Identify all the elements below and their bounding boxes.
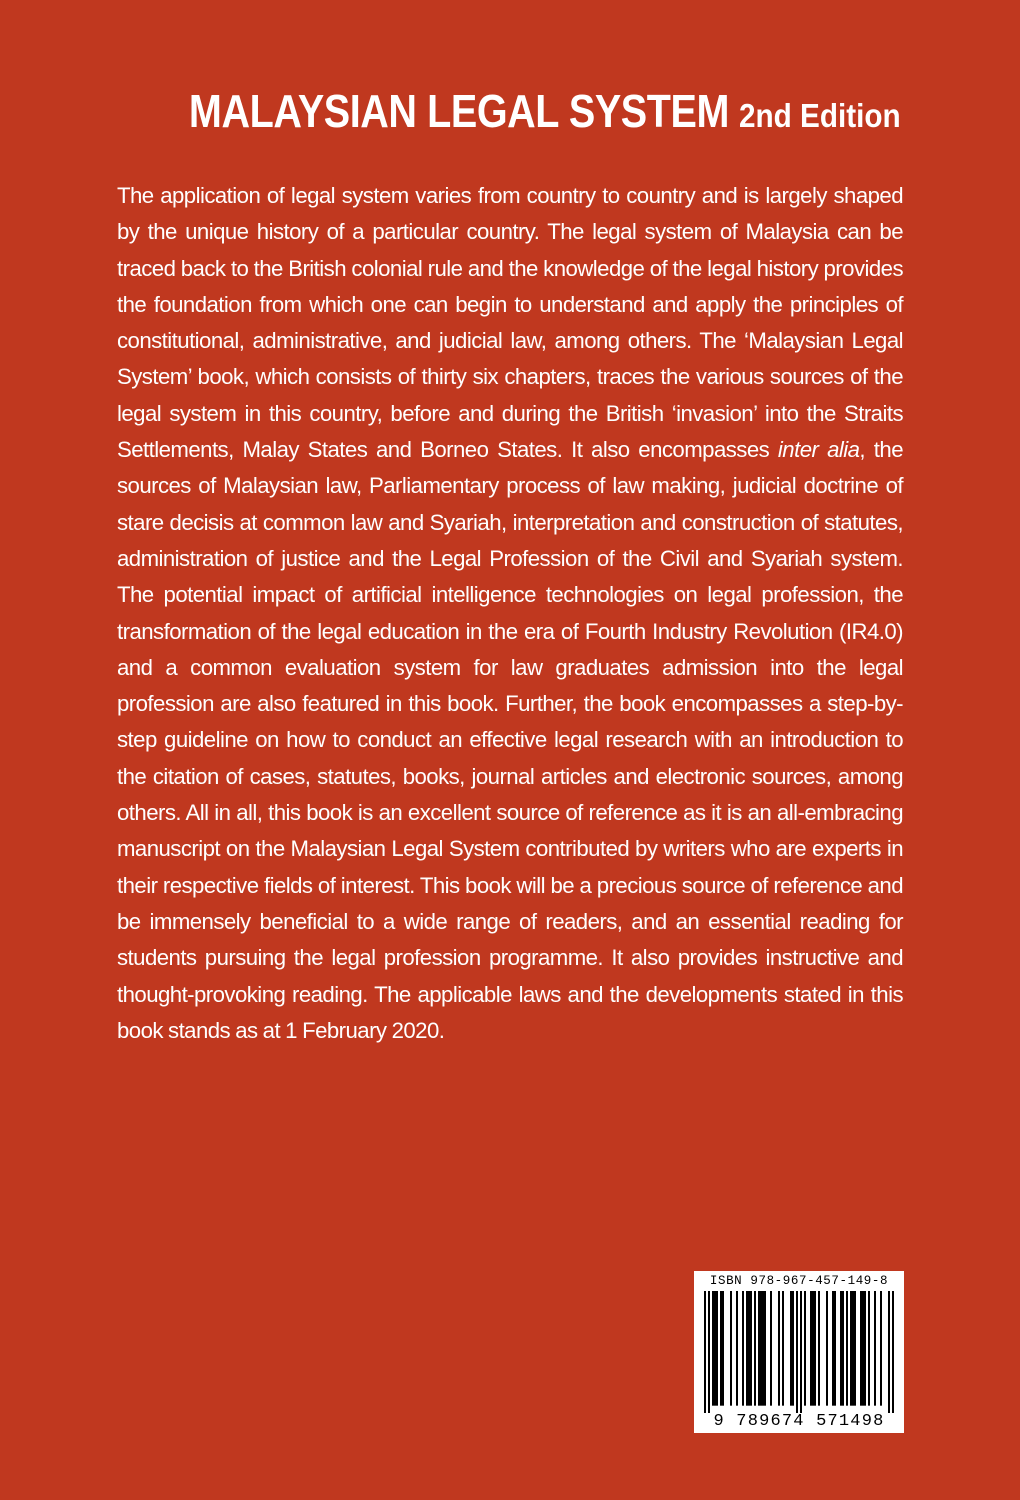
barcode-bar	[860, 1291, 862, 1406]
barcode-bar	[864, 1291, 866, 1406]
barcode-bar	[720, 1291, 722, 1406]
book-title: MALAYSIAN LEGAL SYSTEM	[188, 85, 729, 137]
barcode-bar	[742, 1291, 744, 1406]
barcode-bar	[760, 1291, 762, 1406]
barcode-bar	[800, 1291, 802, 1413]
barcode-bar	[708, 1291, 710, 1413]
barcode-bar	[832, 1291, 834, 1406]
description-part-1: The application of legal system varies from country to country and is largely shaped by the unique history of a particular country. The legal system of Malaysia can be traced back to the British colonial rule and the knowledge of the legal history provides the foundation from which one can begin to understand and apply the principles of constitutional, administrative, and judicial law, among others. The ‘Malaysian Legal System’ book, which consists of thirty six chapters, traces the various sources of the legal system in this country, before and during the British ‘invasion’ into the Straits Settlements, Malay States and Borneo States. It also encompasses	[117, 183, 903, 463]
barcode-bar	[880, 1291, 882, 1406]
barcode-bar	[812, 1291, 814, 1406]
barcode-bar	[762, 1291, 764, 1406]
description-emphasis: inter alia	[777, 437, 860, 463]
barcode-bar	[888, 1291, 890, 1413]
barcode-bar	[842, 1291, 844, 1406]
barcode-bar	[850, 1291, 852, 1406]
barcode-bar	[874, 1291, 876, 1406]
barcode-bar	[846, 1291, 848, 1406]
barcode-bar	[868, 1291, 870, 1406]
barcode-bar	[826, 1291, 828, 1406]
barcode-bar	[758, 1291, 760, 1406]
description-part-2: , the sources of Malaysian law, Parliamentary process of law making, judicial doctrine of stare decisis at common law and Syariah, interpretation and construction of statutes, administration of justice and the Legal Profession of the Civil and Syariah system. The potential impact of artificial intelligence technologies on legal profession, the transformation of the legal education in the era of Fourth Industry Revolution (IR4.0) and a common evaluation system for law graduates admission into the legal profession are also featured in this book. Further, the book encompasses a step-by-step guideline on how to conduct an effective legal research with an introduction to the citation of cases, statutes, books, journal articles and electronic sources, among others. All in all, this book is an excellent source of reference as it is an all-embracing manuscript on the Malaysian Legal System contributed by writers who are experts in their respective fields of interest. This book will be a precious source of reference and be immensely beneficial to a wide range of readers, and an essential reading for students pursuing the legal profession programme. It also provides instructive and thought-provoking reading. The applicable laws and the developments stated in this book stands as at 1 February 2020.	[117, 437, 903, 1043]
title-row	[0, 84, 1020, 138]
barcode-bar	[892, 1291, 894, 1413]
barcode-bar	[764, 1291, 766, 1406]
barcode-bar	[792, 1291, 794, 1406]
barcode-bar	[750, 1291, 752, 1406]
barcode-bar	[778, 1291, 780, 1406]
edition-label: 2nd Edition	[739, 97, 902, 134]
barcode-bar	[814, 1291, 816, 1406]
barcode-bar	[804, 1291, 806, 1406]
book-description	[117, 178, 903, 1049]
isbn-number: ISBN 978-967-457-149-8	[709, 1274, 889, 1288]
barcode-bar	[818, 1291, 820, 1406]
barcode-bar	[810, 1291, 812, 1406]
barcode-bar	[852, 1291, 854, 1406]
barcode-bar	[770, 1291, 772, 1406]
barcode-bar	[754, 1291, 756, 1406]
barcode-bar	[730, 1291, 732, 1406]
barcode-bar	[840, 1291, 842, 1406]
barcode-bar	[782, 1291, 784, 1406]
barcode-bar	[704, 1291, 706, 1413]
barcode-bar	[746, 1291, 748, 1406]
barcode-bars	[704, 1291, 894, 1413]
isbn-barcode	[694, 1271, 904, 1433]
barcode-bar	[712, 1291, 714, 1406]
barcode-bar	[722, 1291, 724, 1406]
barcode-bar	[790, 1291, 792, 1406]
barcode-bar	[796, 1291, 798, 1413]
barcode-digits: 9 789674 571498	[713, 1412, 885, 1431]
barcode-bar	[716, 1291, 718, 1406]
barcode-bar	[862, 1291, 864, 1406]
barcode-bar	[714, 1291, 716, 1406]
barcode-bar	[834, 1291, 836, 1406]
barcode-bar	[854, 1291, 856, 1406]
barcode-bar	[736, 1291, 738, 1406]
barcode-bar	[748, 1291, 750, 1406]
